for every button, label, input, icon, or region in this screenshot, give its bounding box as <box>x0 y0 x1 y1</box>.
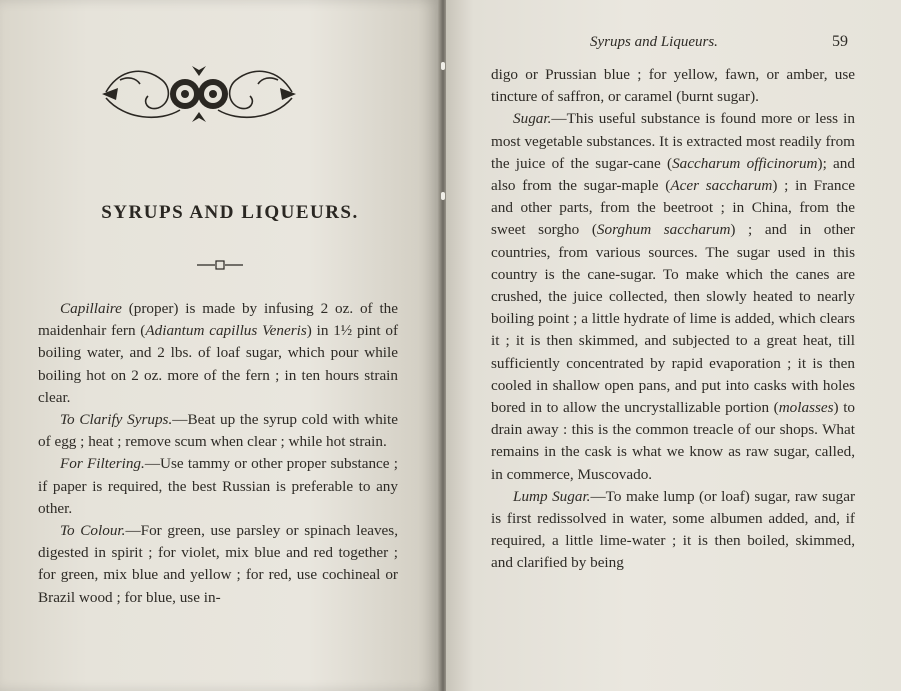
left-page <box>0 0 440 691</box>
clarify-text: —Beat up the syrup cold with white of egg ; heat ; remove scum when clear ; while hot strain. <box>38 411 398 451</box>
colour-paragraph <box>38 520 398 609</box>
capillaire-latin: Adiantum capillus Veneris <box>145 322 307 340</box>
lump-sugar-paragraph <box>491 486 855 575</box>
lump-sugar-text: —To make lump (or loaf) sugar, raw sugar is first redissolved in water, some albumen added, and, if required, a little lime-water ; it is then boiled, skimmed, and clarified by being <box>491 487 856 572</box>
sugar-latin-2: Acer saccharum <box>670 177 773 195</box>
sugar-text-2: ); and also from the sugar-maple ( <box>491 154 855 195</box>
sugar-latin-1: Saccharum officinorum <box>672 154 818 172</box>
colour-text: —For green, use parsley or spinach leaves, digested in spirit ; for violet, mix blue and red together ; for green, mix blue and yellow ; for red, use cochineal or Brazil wood ; for blue, use in- <box>38 522 398 606</box>
page-number: 59 <box>832 33 848 50</box>
lump-sugar-term: Lump Sugar. <box>513 487 591 505</box>
sugar-latin-3: Sorghum saccharum <box>596 221 731 239</box>
binding-stitch <box>441 62 445 70</box>
capillaire-term: Capillaire <box>60 300 122 317</box>
filtering-paragraph <box>38 453 398 520</box>
clarify-paragraph <box>38 409 398 453</box>
binding-stitch <box>441 192 445 200</box>
sugar-term: Sugar. <box>513 110 552 128</box>
right-page-body <box>491 64 855 575</box>
sugar-paragraph <box>491 108 855 485</box>
sugar-text-3: ) ; in France and other parts, from the beetroot ; in China, from the sweet sorgho ( <box>491 177 855 239</box>
capillaire-text-1: (proper) is made by infusing 2 oz. of the maidenhair fern ( <box>38 300 398 340</box>
clarify-term: To Clarify Syrups. <box>60 411 173 429</box>
continuation-paragraph: digo or Prussian blue ; for yellow, fawn, or amber, use tincture of saffron, or caramel (burnt sugar). <box>491 66 855 106</box>
chapter-title: SYRUPS AND LIQUEURS. <box>101 202 359 223</box>
title-divider-ornament <box>195 258 245 272</box>
sugar-text-4: ) ; and in other countries, from various sources. The sugar used in this country is the cane-sugar. To make which the canes are crushed, the juice collected, then slowly heated to nearly boiling point ; a little hydrate of lime is added, which clears it ; it is then skimmed, and subjected to a great heat, till sufficiently concentrated by rapid evaporation ; it is then cooled in shallow open pans, and put into casks with holes bored in to allow the uncrystallizable portion ( <box>491 221 855 417</box>
sugar-text-5: ) to drain away : this is the common treacle of our shops. What remains in the cask is what we know as raw sugar, called, in commerce, Muscovado. <box>491 399 856 483</box>
filtering-text: —Use tammy or other proper substance ; if paper is required, the best Russian is preferable to any other. <box>38 455 398 517</box>
sugar-latin-4: molasses <box>778 399 834 417</box>
decorative-headpiece-ornament <box>100 58 298 130</box>
capillaire-text-2: ) in 1½ pint of boiling water, and 2 lbs. of loaf sugar, which pour while boiling hot on 2 oz. more of the fern ; in ten hours strain clear. <box>38 322 399 406</box>
sugar-text-1: —This useful substance is found more or less in most vegetable substances. It is extracted most readily from the juice of the sugar-cane ( <box>491 110 855 172</box>
capillaire-paragraph <box>38 298 398 409</box>
left-page-body <box>38 298 398 609</box>
colour-term: To Colour. <box>60 522 126 540</box>
filtering-term: For Filtering. <box>60 455 145 473</box>
running-head: Syrups and Liqueurs. <box>590 34 718 50</box>
